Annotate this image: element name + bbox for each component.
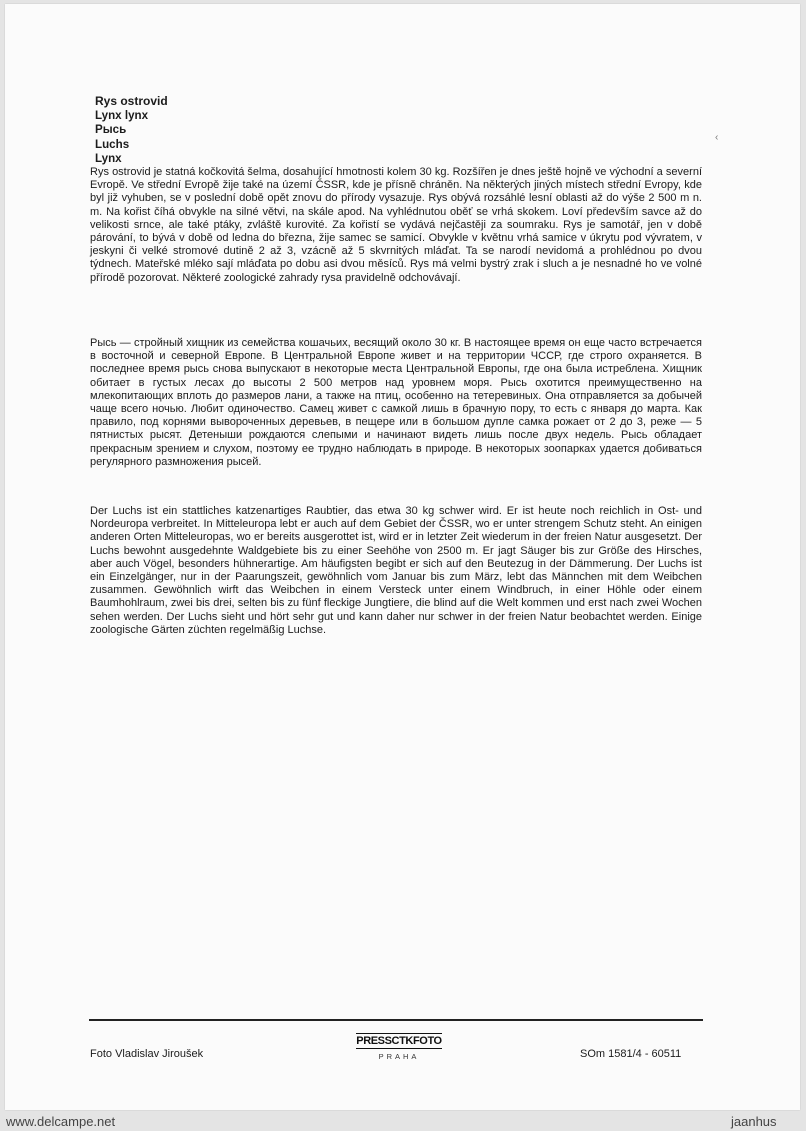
catalog-code: SOm 1581/4 - 60511	[580, 1048, 682, 1060]
logo-city-text: PRAHA	[378, 1052, 420, 1061]
german-paragraph: Der Luchs ist ein stattliches katzenartiges Raubtier, das etwa 30 kg schwer wird. Er ist heute noch reichlich in Ost- und Nordeuropa verbreitet. In Mitteleuropa lebt er auch auf dem Gebiet der ČSSR, wo er unter strengem Schutz steht. An einigen anderen Orten Mitteleuropas, wo er bereits ausgerottet ist, wird er in letzter Zeit wiederum in der freien Natur ausgesetzt. Der Luchs bewohnt ausgedehnte Waldgebiete bis zu einer Seehöhe von 2500 m. Er jagt Säuger bis zur Größe des Hirsches, aber auch Vögel, besonders hühnerartige. Am häufigsten begibt er sich auf den Beutezug in der Dämmerung. Der Luchs ist ein Einzelgänger, nur in der Paarungszeit, gewöhnlich vom Januar bis zum März, lebt das Männchen mit dem Weibchen zusammen. Gewöhnlich wirft das Weibchen in einem Versteck unter einem Windbruch, in einer Höhle oder einem Baumhohlraum, zwei bis drei, selten bis zu fünf fleckige Jungtiere, die blind auf die Welt kommen und erst nach zwei Wochen sehen werden. Der Luchs sieht und hört sehr gut und kann daher nur schwer in der freien Natur beobachtet werden. Einige zoologische Gärten züchten regelmäßig Luchse.	[90, 505, 702, 636]
latin-name: Lynx lynx	[95, 108, 149, 122]
german-name: Luchs	[95, 137, 130, 151]
czech-paragraph: Rys ostrovid je statná kočkovitá šelma, dosahující hmotnosti kolem 30 kg. Rozšířen je dnes ještě hojně ve východní a severní Evropě. Ve střední Evropě žije také na území ČSSR, kde je přísně chráněn. Na některých jiných místech střední Evropy, kde byl již vyhuben, se v poslední době opět znovu do přírody vysazuje. Rys obývá rozsáhlé lesní oblasti až do výše 2 500 m n. m. Na kořist číhá obvykle na silné větvi, na skále apod. Na vyhlédnutou oběť se vrhá skokem. Loví především savce až do velikosti srnce, ale také ptáky, zvláště kurovité. Za kořistí se vydává nejčastěji za soumraku. Rys je samotář, jen v době párování, to bývá v době od ledna do března, žije samec se samicí. Obvykle v květnu vrhá samice v úkrytu pod vývratem, v jeskyni či velké stromové dutině 2 až 3, vzácně až 5 skvrnitých mláďat. Ta se narodí nevidomá a prohlédnou po dvou týdnech. Mateřské mléko sají mláďata po dobu asi dvou měsíců. Rys má velmi bystrý zrak i sluch a je nesnadné ho ve volné přírodě pozorovat. Některé zoologické zahrady rysa pravidelně odchovávají.	[90, 166, 702, 284]
watermark-right: jaanhus	[731, 1114, 777, 1129]
photo-credit: Foto Vladislav Jiroušek	[90, 1048, 204, 1060]
russian-name: Рысь	[95, 123, 127, 137]
species-heading	[95, 94, 168, 167]
czech-name: Rys ostrovid	[95, 94, 168, 108]
russian-paragraph: Рысь — стройный хищник из семейства кошачьих, весящий около 30 кг. В настоящее время он еще часто встречается в восточной и северной Европе. В Центральной Европе живет и на территории ЧССР, где строго охраняется. В последнее время рысь снова выпускают в некоторые места Центральной Европы, где она была истреблена. Хищник обитает в густых лесах до высоты 2 500 метров над уровнем моря. Рысь охотится преимущественно на млекопитающих вплоть до размеров лани, а также на птиц, особенно на тетеревиных. Она отправляется за добычей чаще всего ночью. Любит одиночество. Самец живет с самкой лишь в брачную пору, то есть с января до марта. Как правило, под корнями вывороченных деревьев, в пещере или в большом дупле самка рожает от 2 до 3, реже — 5 пятнистых рысят. Детеныши рождаются слепыми и начинают видеть лишь после двух недель. Рысь обладает прекрасным зрением и слухом, поэтому ее трудно наблюдать в природе. В некоторых зоопарках удается добиваться регулярного размножения рысей.	[90, 337, 702, 468]
logo-brand-text: PRESSCTKFOTO	[356, 1035, 442, 1047]
presscto-logo	[354, 1031, 444, 1061]
english-name: Lynx	[95, 152, 122, 166]
watermark-left: www.delcampe.net	[6, 1114, 116, 1129]
footer-divider	[89, 1019, 703, 1021]
margin-mark: ‹	[715, 132, 719, 143]
